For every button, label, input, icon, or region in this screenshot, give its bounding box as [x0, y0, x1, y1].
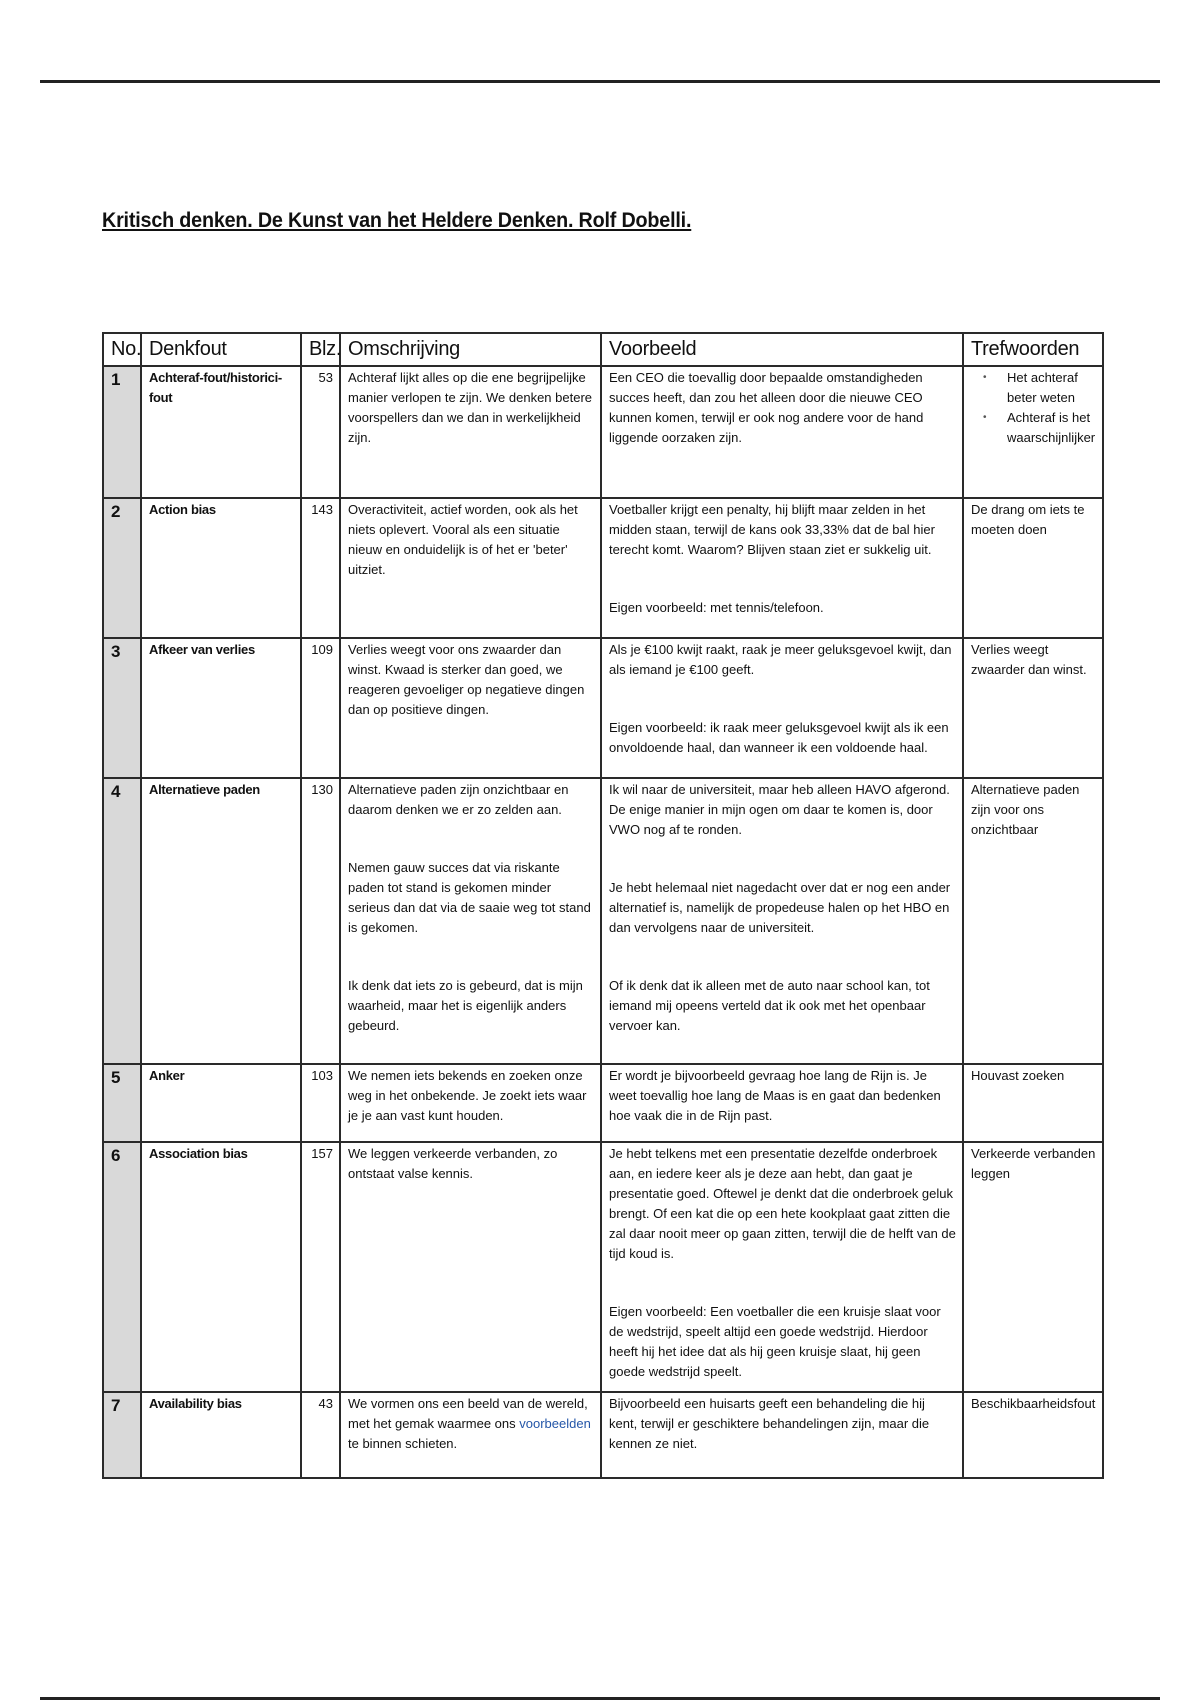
table-row	[103, 366, 1103, 498]
omschrijving-text: Nemen gauw succes dat via riskante paden tot stand is gekomen minder serieus dan dat via de saaie weg tot stand is gekomen.	[348, 860, 591, 935]
denkfout-name: Association bias	[141, 1142, 301, 1392]
table-header-row	[103, 333, 1103, 366]
header-no: No.	[103, 333, 141, 366]
row-number: 3	[103, 638, 141, 778]
header-omschrijving: Omschrijving	[340, 333, 601, 366]
omschrijving-text: We nemen iets bekends en zoeken onze weg in het onbekende. Je zoekt iets waar je je aan vast kunt houden.	[348, 1068, 587, 1123]
denkfout-name: Alternatieve paden	[141, 778, 301, 1064]
voorbeeld-text: Er wordt je bijvoorbeeld gevraag hoe lang de Rijn is. Je weet toevallig hoe lang de Maas is en gaat dan bedenken hoe vaak die in de Rijn past.	[609, 1068, 941, 1123]
trefwoord-item: • Achteraf is het waarschijnlijker	[1007, 408, 1096, 448]
table-row	[103, 638, 1103, 778]
omschrijving-text-before: We vormen ons een beeld van de wereld, met het gemak waarmee ons	[348, 1396, 588, 1431]
denkfout-name: Availability bias	[141, 1392, 301, 1478]
row-number: 4	[103, 778, 141, 1064]
omschrijving-text: Achteraf lijkt alles op die ene begrijpelijke manier verlopen te zijn. We denken betere voorspellers dan we dan in werkelijkheid zijn.	[348, 370, 593, 445]
omschrijving-text-after: te binnen schieten.	[348, 1436, 458, 1451]
page-number: 103	[301, 1064, 340, 1142]
voorbeeld-cell	[601, 1064, 963, 1142]
document-title: Kritisch denken. De Kunst van het Heldere Denken. Rolf Dobelli.	[102, 209, 692, 232]
omschrijving-text: Verlies weegt voor ons zwaarder dan winst. Kwaad is sterker dan goed, we reageren gevoeliger op negatieve dingen dan op positieve dingen.	[348, 642, 585, 717]
voorbeeld-cell	[601, 778, 963, 1064]
omschrijving-cell	[340, 1392, 601, 1478]
page-number: 53	[301, 366, 340, 498]
denkfout-name: Achteraf-fout/historici-fout	[141, 366, 301, 498]
eigen-voorbeeld-text: Eigen voorbeeld: Een voetballer die een kruisje slaat voor de wedstrijd, speelt altijd een goede wedstrijd. Hierdoor heeft hij het idee dat als hij geen kruisje slaat, hij geen goede wedstrijd speelt.	[609, 1304, 941, 1379]
eigen-voorbeeld-text: Eigen voorbeeld: met tennis/telefoon.	[609, 600, 824, 615]
table-row	[103, 1392, 1103, 1478]
voorbeeld-text: Als je €100 kwijt raakt, raak je meer geluksgevoel kwijt, dan als iemand je €100 geeft.	[609, 642, 952, 677]
page-number: 157	[301, 1142, 340, 1392]
voorbeeld-cell	[601, 638, 963, 778]
row-number: 7	[103, 1392, 141, 1478]
voorbeelden-link[interactable]: voorbeelden	[519, 1416, 591, 1431]
page-number: 43	[301, 1392, 340, 1478]
omschrijving-cell	[340, 1142, 601, 1392]
omschrijving-cell	[340, 498, 601, 638]
voorbeeld-text: Een CEO die toevallig door bepaalde omstandigheden succes heeft, dan zou het alleen door die nieuwe CEO kunnen komen, terwijl er ook nog andere voor de hand liggende oorzaken zijn.	[609, 370, 924, 445]
omschrijving-cell	[340, 778, 601, 1064]
omschrijving-cell	[340, 638, 601, 778]
page-number: 109	[301, 638, 340, 778]
row-number: 2	[103, 498, 141, 638]
page-number: 130	[301, 778, 340, 1064]
denkfouten-table	[102, 332, 1104, 1479]
voorbeeld-cell	[601, 1392, 963, 1478]
omschrijving-cell	[340, 366, 601, 498]
denkfout-name: Action bias	[141, 498, 301, 638]
omschrijving-text: Overactiviteit, actief worden, ook als het niets oplevert. Vooral als een situatie nieuw en onduidelijk is of het er 'beter' uitziet.	[348, 502, 578, 577]
trefwoorden-cell: Verkeerde verbanden leggen	[963, 1142, 1103, 1392]
omschrijving-text: Ik denk dat iets zo is gebeurd, dat is mijn waarheid, maar het is eigenlijk anders gebeurd.	[348, 978, 583, 1033]
header-voorbeeld: Voorbeeld	[601, 333, 963, 366]
trefwoorden-cell: Verlies weegt zwaarder dan winst.	[963, 638, 1103, 778]
table-row	[103, 778, 1103, 1064]
page-number: 143	[301, 498, 340, 638]
denkfout-name: Afkeer van verlies	[141, 638, 301, 778]
row-number: 1	[103, 366, 141, 498]
voorbeeld-text: Bijvoorbeeld een huisarts geeft een behandeling die hij kent, terwijl er geschiktere behandelingen zijn, maar die kennen ze niet.	[609, 1396, 930, 1451]
trefwoorden-cell: De drang om iets te moeten doen	[963, 498, 1103, 638]
voorbeeld-cell	[601, 1142, 963, 1392]
eigen-voorbeeld-text: Eigen voorbeeld: ik raak meer geluksgevoel kwijt als ik een onvoldoende haal, dan wanneer ik een voldoende haal.	[609, 720, 949, 755]
voorbeeld-text: Voetballer krijgt een penalty, hij blijft maar zelden in het midden staan, terwijl de kans ook 33,33% dat de bal hier terecht komt. Waarom? Blijven staan ziet er sukkelig uit.	[609, 502, 935, 557]
omschrijving-text: We leggen verkeerde verbanden, zo ontstaat valse kennis.	[348, 1146, 558, 1181]
voorbeeld-cell	[601, 498, 963, 638]
trefwoorden-cell: Beschikbaarheidsfout	[963, 1392, 1103, 1478]
row-number: 5	[103, 1064, 141, 1142]
denkfout-name: Anker	[141, 1064, 301, 1142]
header-blz: Blz.	[301, 333, 340, 366]
voorbeeld-text: Of ik denk dat ik alleen met de auto naar school kan, tot iemand mij opeens verteld dat ik ook met het openbaar vervoer kan.	[609, 978, 930, 1033]
trefwoorden-list	[971, 368, 1096, 448]
voorbeeld-text: Je hebt helemaal niet nagedacht over dat er nog een ander alternatief is, namelijk de propedeuse halen op het HBO en dan vervolgens naar de universiteit.	[609, 880, 951, 935]
trefwoorden-cell: Alternatieve paden zijn voor ons onzichtbaar	[963, 778, 1103, 1064]
table-row	[103, 1142, 1103, 1392]
header-trefwoorden: Trefwoorden	[963, 333, 1103, 366]
trefwoorden-cell	[963, 366, 1103, 498]
voorbeeld-text: Je hebt telkens met een presentatie dezelfde onderbroek aan, en iedere keer als je deze aan hebt, dan gaat je presentatie goed. Oftewel je denkt dat die onderbroek geluk brengt. Of een kat die op een hete kookplaat gaat zitten die zal daar nooit meer op gaan zitten, terwijl die de helft van de tijd koud is.	[609, 1146, 956, 1261]
header-rule	[40, 80, 1160, 83]
trefwoorden-cell: Houvast zoeken	[963, 1064, 1103, 1142]
table-row	[103, 498, 1103, 638]
omschrijving-text: Alternatieve paden zijn onzichtbaar en daarom denken we er zo zelden aan.	[348, 782, 569, 817]
voorbeeld-cell	[601, 366, 963, 498]
row-number: 6	[103, 1142, 141, 1392]
table-row	[103, 1064, 1103, 1142]
trefwoord-item: • Het achteraf beter weten	[1007, 368, 1096, 408]
header-denkfout: Denkfout	[141, 333, 301, 366]
omschrijving-cell	[340, 1064, 601, 1142]
voorbeeld-text: Ik wil naar de universiteit, maar heb alleen HAVO afgerond. De enige manier in mijn ogen om daar te komen is, door VWO nog af te ronden.	[609, 782, 950, 837]
